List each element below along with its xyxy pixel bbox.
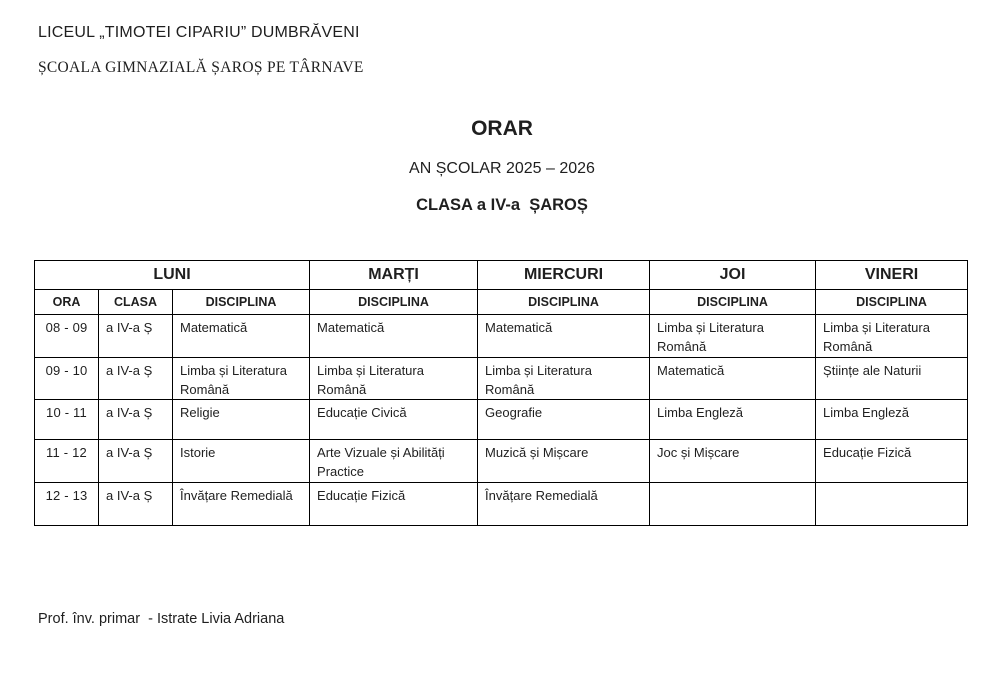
- col-header-disciplina-joi: DISCIPLINA: [650, 290, 816, 315]
- day-header-row: [35, 261, 968, 290]
- class-subtitle: CLASA a IV-a ȘAROȘ: [416, 196, 588, 214]
- ora-cell: 10 - 11: [35, 400, 99, 440]
- col-header-disciplina-marti: DISCIPLINA: [310, 290, 478, 315]
- table-row: [35, 357, 968, 400]
- clasa-cell: a IV-a Ș: [99, 315, 173, 358]
- discipline-cell-joi: Limba și Literatura Română: [650, 315, 816, 358]
- ora-cell: 12 - 13: [35, 483, 99, 526]
- ora-cell: 09 - 10: [35, 357, 99, 400]
- ora-cell: 11 - 12: [35, 440, 99, 483]
- school-subname: ȘCOALA GIMNAZIALĂ ȘAROȘ PE TÂRNAVE: [38, 59, 364, 76]
- timetable: [34, 260, 968, 526]
- ora-cell: 08 - 09: [35, 315, 99, 358]
- discipline-cell-joi: Joc și Mișcare: [650, 440, 816, 483]
- col-header-disciplina-luni: DISCIPLINA: [173, 290, 310, 315]
- day-header-marti: MARȚI: [310, 261, 478, 290]
- discipline-cell-miercuri: Învățare Remedială: [478, 483, 650, 526]
- day-header-vineri: VINERI: [816, 261, 968, 290]
- discipline-cell-miercuri: Matematică: [478, 315, 650, 358]
- discipline-cell-vineri: Educație Fizică: [816, 440, 968, 483]
- day-header-joi: JOI: [650, 261, 816, 290]
- clasa-cell: a IV-a Ș: [99, 400, 173, 440]
- table-row: [35, 315, 968, 358]
- discipline-cell-luni: Matematică: [173, 315, 310, 358]
- discipline-cell-joi: [650, 483, 816, 526]
- discipline-cell-vineri: Științe ale Naturii: [816, 357, 968, 400]
- day-header-luni: LUNI: [35, 261, 310, 290]
- discipline-cell-marti: Limba și Literatura Română: [310, 357, 478, 400]
- discipline-cell-marti: Educație Fizică: [310, 483, 478, 526]
- discipline-cell-miercuri: Limba și Literatura Română: [478, 357, 650, 400]
- table-row: [35, 400, 968, 440]
- discipline-cell-luni: Limba și Literatura Română: [173, 357, 310, 400]
- school-year-subtitle: AN ȘCOLAR 2025 – 2026: [409, 160, 595, 177]
- school-header: [38, 24, 364, 77]
- page-title: ORAR: [471, 117, 533, 140]
- clasa-cell: a IV-a Ș: [99, 440, 173, 483]
- col-header-clasa: CLASA: [99, 290, 173, 315]
- discipline-cell-marti: Matematică: [310, 315, 478, 358]
- clasa-cell: a IV-a Ș: [99, 483, 173, 526]
- discipline-cell-marti: Educație Civică: [310, 400, 478, 440]
- discipline-cell-joi: Matematică: [650, 357, 816, 400]
- discipline-cell-marti: Arte Vizuale și Abilități Practice: [310, 440, 478, 483]
- day-header-miercuri: MIERCURI: [478, 261, 650, 290]
- col-header-ora: ORA: [35, 290, 99, 315]
- discipline-cell-joi: Limba Engleză: [650, 400, 816, 440]
- discipline-cell-miercuri: Muzică și Mișcare: [478, 440, 650, 483]
- discipline-cell-vineri: Limba Engleză: [816, 400, 968, 440]
- school-name: LICEUL „TIMOTEI CIPARIU” DUMBRĂVENI: [38, 24, 360, 41]
- discipline-cell-luni: Religie: [173, 400, 310, 440]
- discipline-cell-vineri: Limba și Literatura Română: [816, 315, 968, 358]
- column-header-row: [35, 290, 968, 315]
- col-header-disciplina-miercuri: DISCIPLINA: [478, 290, 650, 315]
- table-row: [35, 483, 968, 526]
- discipline-cell-vineri: [816, 483, 968, 526]
- teacher-signature-line: Prof. înv. primar - Istrate Livia Adriana: [38, 611, 285, 627]
- discipline-cell-luni: Istorie: [173, 440, 310, 483]
- col-header-disciplina-vineri: DISCIPLINA: [816, 290, 968, 315]
- clasa-cell: a IV-a Ș: [99, 357, 173, 400]
- table-row: [35, 440, 968, 483]
- discipline-cell-miercuri: Geografie: [478, 400, 650, 440]
- discipline-cell-luni: Învățare Remedială: [173, 483, 310, 526]
